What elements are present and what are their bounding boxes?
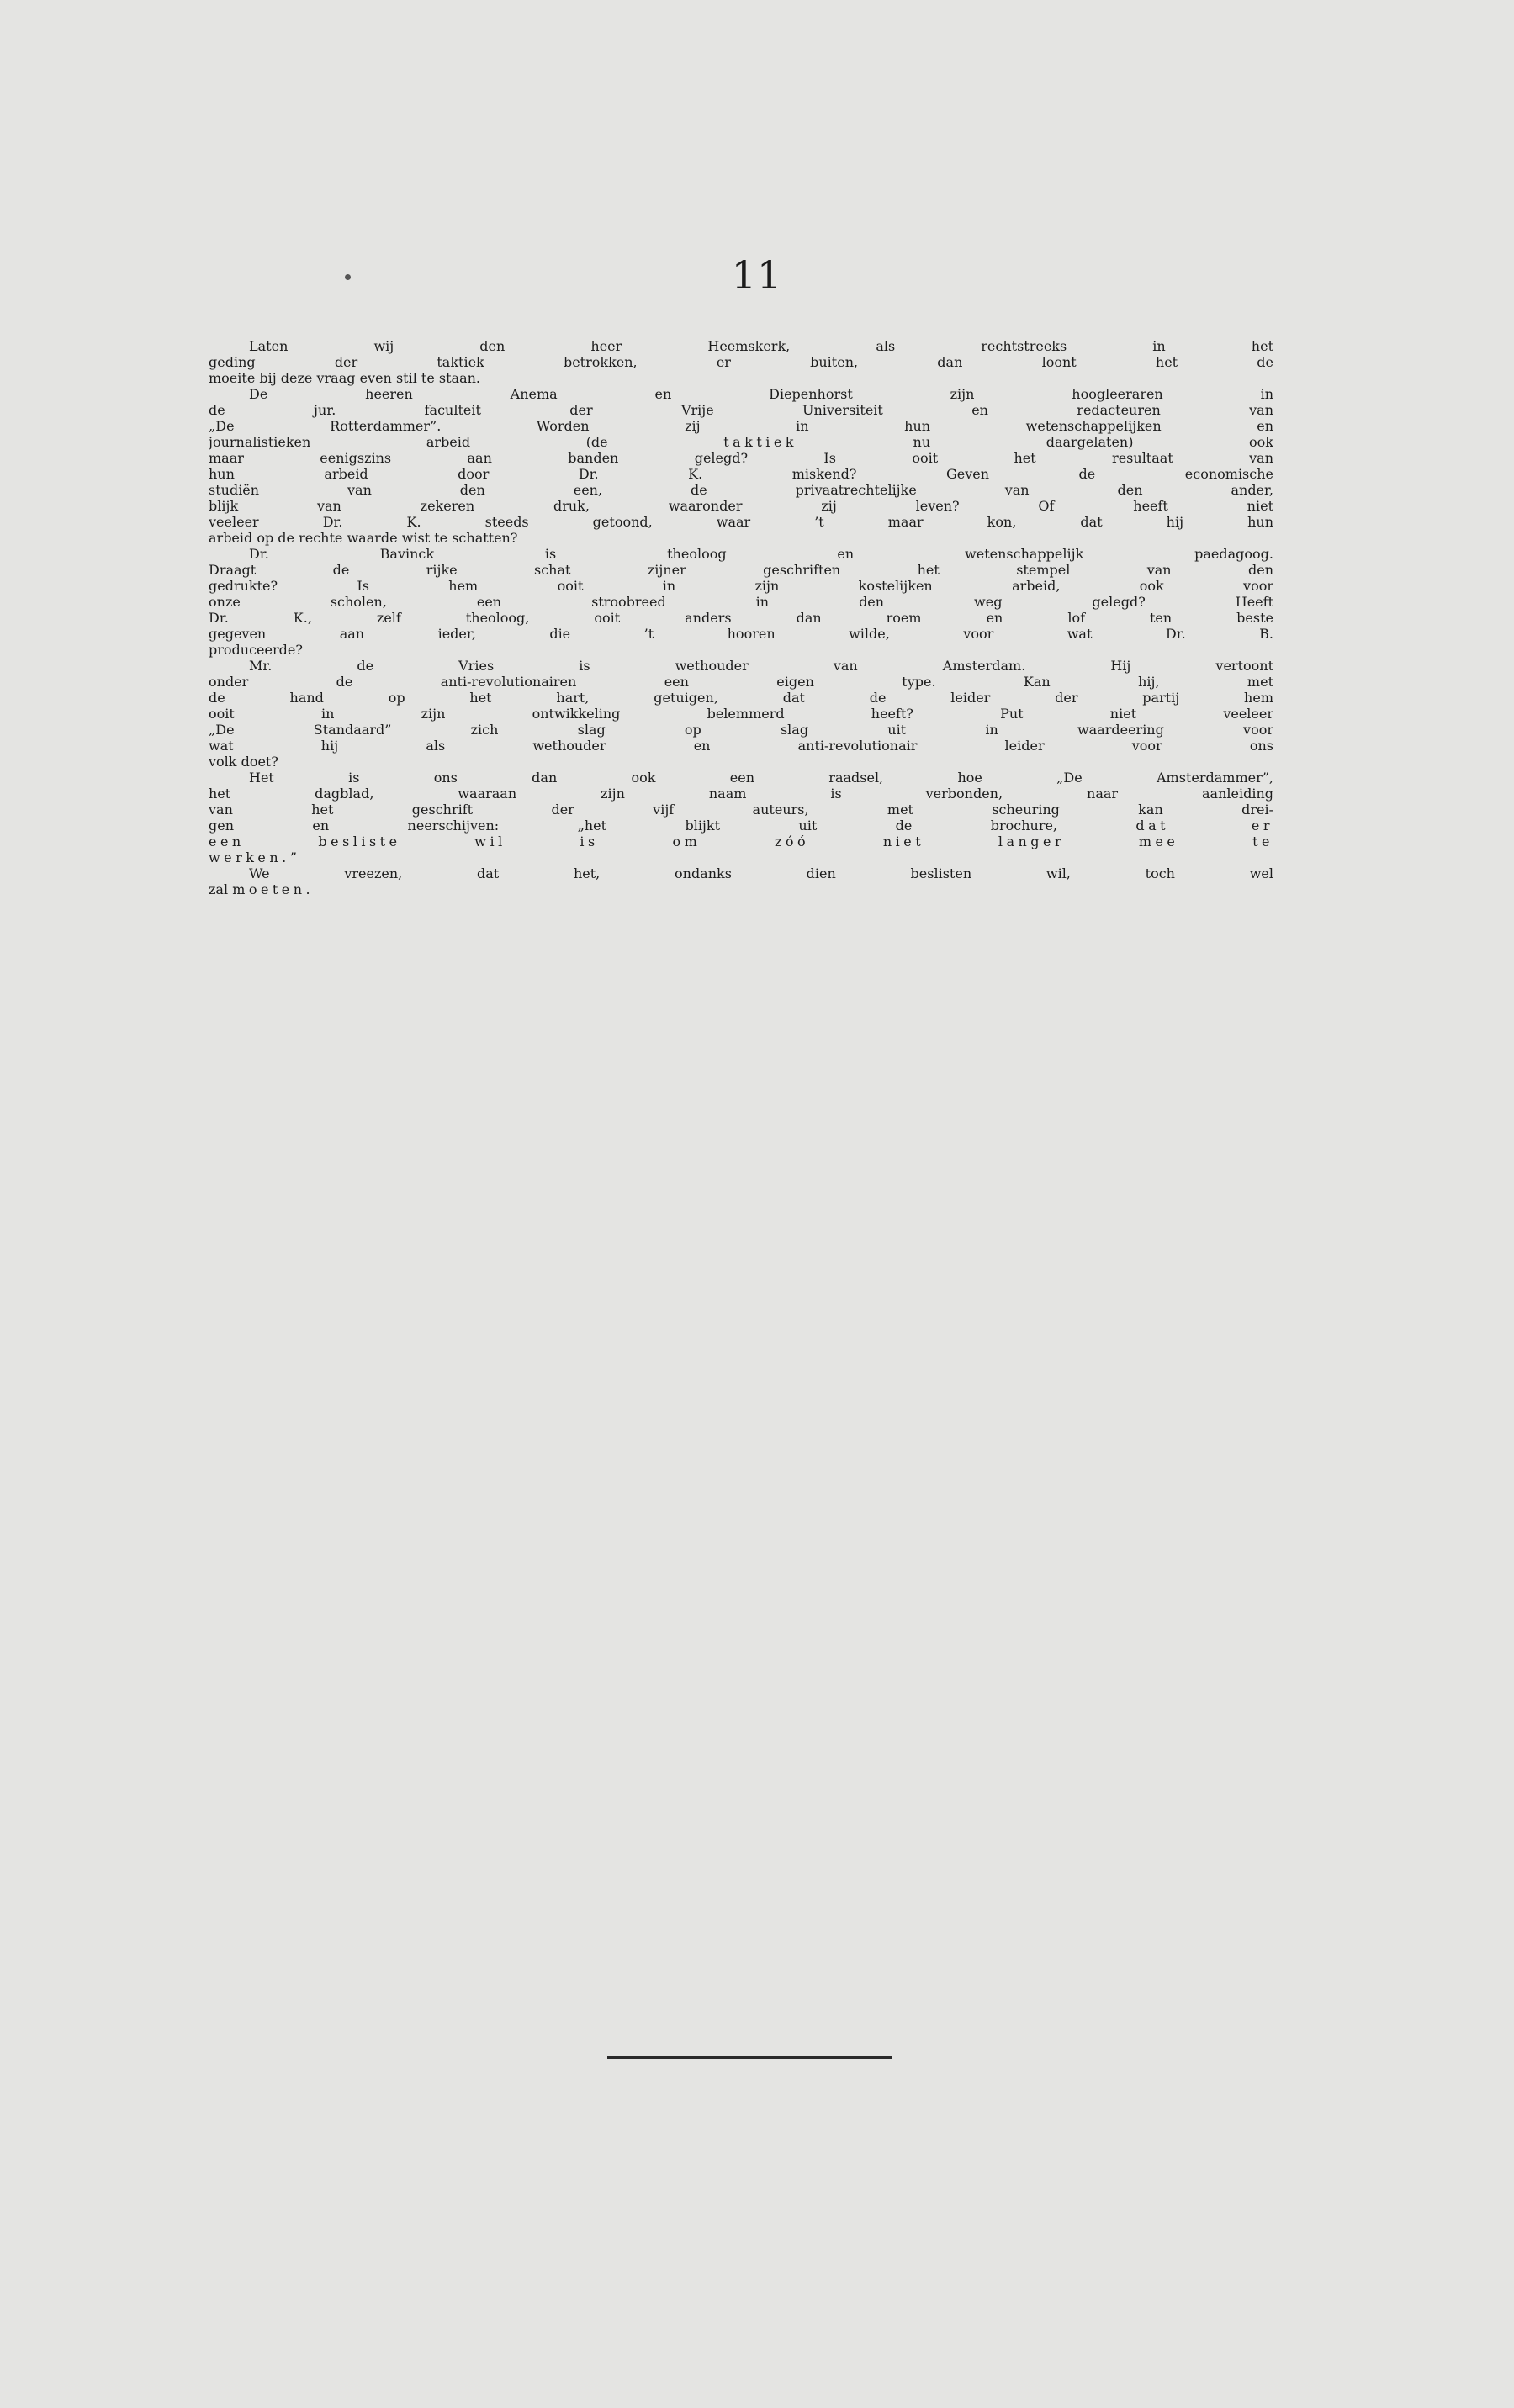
text-line: hun arbeid door Dr. K. miskend? Geven de economische (209, 466, 1273, 482)
paragraph (209, 770, 1273, 865)
text-line: produceerde? (209, 642, 303, 658)
paragraph (209, 658, 1273, 770)
text-line: gedrukte? Is hem ooit in zijn kostelijken arbeid, ook voor (209, 578, 1273, 594)
body-text (209, 338, 1273, 897)
text-line: studiën van den een, de privaatrechtelijke van den ander, (209, 482, 1273, 498)
text-fragment: zal (209, 881, 229, 897)
text-line: een besliste wil is om zóó niet langer mee te (209, 834, 1273, 849)
text-line: Dr. Bavinck is theoloog en wetenschappelijk paedagoog. (249, 546, 1273, 562)
end-rule (607, 2056, 892, 2059)
emphasized-word: taktiek (723, 434, 797, 450)
text-line: veeleer Dr. K. steeds getoond, waar ’t maar kon, dat hij hun (209, 514, 1273, 530)
text-line: We vreezen, dat het, ondanks dien beslisten wil, toch wel (249, 865, 1273, 881)
paragraph (209, 338, 1273, 386)
text-line: ooit in zijn ontwikkeling belemmerd heeft? Put niet veeleer (209, 706, 1273, 722)
text-line (209, 434, 1273, 450)
text-line: Mr. de Vries is wethouder van Amsterdam. Hij vertoont (249, 658, 1273, 674)
text-line: de hand op het hart, getuigen, dat de leider der partij hem (209, 690, 1273, 706)
page-number: 11 (731, 252, 783, 298)
text-line: „De Standaard” zich slag op slag uit in waardeering voor (209, 722, 1273, 738)
text-line: „De Rotterdammer”. Worden zij in hun wetenschappelijken en (209, 418, 1273, 434)
text-line (209, 818, 1273, 834)
emphasized-word: moeten. (232, 881, 315, 897)
text-fragment: nu daargelaten) ook (913, 434, 1273, 450)
text-line: gegeven aan ieder, die ’t hooren wilde, voor wat Dr. B. (209, 626, 1273, 642)
text-line: wat hij als wethouder en anti-revolutionair leider voor ons (209, 738, 1273, 754)
text-line: het dagblad, waaraan zijn naam is verbonden, naar aanleiding (209, 786, 1273, 802)
text-line: onze scholen, een stroobreed in den weg gelegd? Heeft (209, 594, 1273, 610)
text-line: arbeid op de rechte waarde wist te schatten? (209, 530, 518, 546)
emphasized-phrase: dat er (1136, 818, 1273, 834)
text-line: onder de anti-revolutionairen een eigen type. Kan hij, met (209, 674, 1273, 690)
text-line: De heeren Anema en Diepenhorst zijn hoogleeraren in (249, 386, 1273, 402)
paragraph (209, 386, 1273, 546)
paragraph (209, 546, 1273, 658)
text-line: Het is ons dan ook een raadsel, hoe „De Amsterdammer”, (249, 770, 1273, 786)
text-fragment: journalistieken arbeid (de (209, 434, 608, 450)
text-line: Laten wij den heer Heemskerk, als rechtstreeks in het (249, 338, 1273, 354)
text-line: Draagt de rijke schat zijner geschriften het stempel van den (209, 562, 1273, 578)
text-line: Dr. K., zelf theoloog, ooit anders dan roem en lof ten beste (209, 610, 1273, 626)
text-line: de jur. faculteit der Vrije Universiteit en redacteuren van (209, 402, 1273, 418)
text-line: volk doet? (209, 754, 278, 770)
text-line (209, 881, 1273, 897)
text-line: werken.” (209, 849, 301, 865)
text-line: van het geschrift der vijf auteurs, met scheuring kan drei- (209, 802, 1273, 818)
text-line: geding der taktiek betrokken, er buiten, dan loont het de (209, 354, 1273, 370)
ink-speck (345, 274, 351, 280)
text-line: moeite bij deze vraag even stil te staan. (209, 370, 480, 386)
text-line: blijk van zekeren druk, waaronder zij leven? Of heeft niet (209, 498, 1273, 514)
text-line: maar eenigszins aan banden gelegd? Is ooit het resultaat van (209, 450, 1273, 466)
paragraph (209, 865, 1273, 897)
text-fragment: gen en neerschijven: „het blijkt uit de brochure, (209, 818, 1058, 834)
